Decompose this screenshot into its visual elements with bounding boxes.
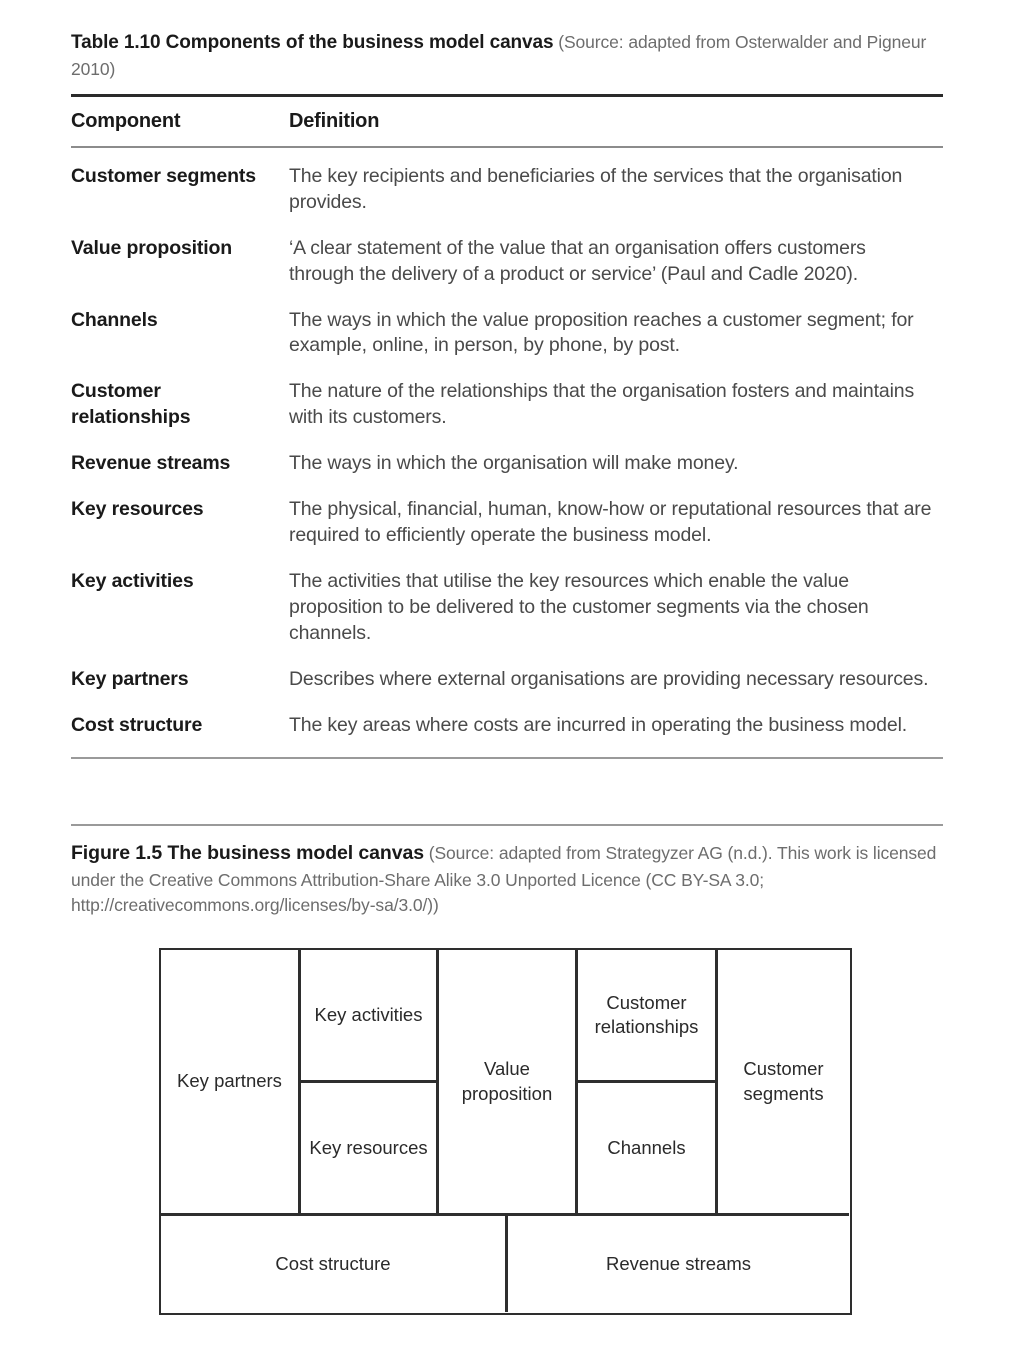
table-header [71,97,943,146]
canvas-cell-key-resources [301,1083,436,1213]
row-term: Cost structure [71,713,203,736]
canvas-label-key-partners: Key partners [177,1070,282,1092]
row-definition: ‘A clear statement of the value that an organisation offers customers through the delivery of a product or service’ (Paul and Cadle 2020). [289,236,866,285]
figure-block [71,824,943,917]
row-definition: The nature of the relationships that the organisation fosters and maintains with its customers. [289,380,915,429]
table-row [71,487,943,559]
row-definition: Describes where external organisations are providing necessary resources. [289,667,929,690]
table-header-row [71,97,943,146]
row-definition: The activities that utilise the key resources which enable the value proposition to be delivered to the customer segments via the chosen channels. [289,569,869,644]
canvas-label-value-proposition: Value proposition [461,1058,553,1104]
canvas-cell-key-activities [301,950,436,1080]
canvas-label-revenue-streams: Revenue streams [606,1252,751,1274]
canvas-outer-border [159,948,852,1315]
figure-caption [71,840,943,917]
table-row [71,703,943,757]
figure-caption-source: (Source: adapted from Strategyzer AG (n.d.). This work is licensed under the Creative Commons Attribution-Share Alike 3.0 Unported Licence (CC BY-SA 3.0; http://creativecommons.org/licenses/by-sa/3.0/)) [71,843,937,915]
row-term: Key resources [71,498,204,521]
canvas-cell-customer-segments [718,950,849,1213]
canvas-cell-value-proposition [439,950,575,1213]
figure-top-rule [71,824,943,826]
components-table-body [71,148,943,757]
canvas-cell-cost-structure [161,1216,505,1312]
column-header-component: Component [71,109,181,132]
canvas-label-key-resources: Key resources [309,1136,428,1158]
table-body [71,148,943,757]
row-definition: The physical, financial, human, know-how or reputational resources that are required to efficiently operate the business model. [289,498,932,547]
canvas-label-customer-relationships: Customer relationships [594,991,699,1037]
table-caption-title: Table 1.10 Components of the business model canvas [71,32,554,53]
canvas-cell-customer-relationships [578,950,715,1080]
column-header-definition: Definition [289,109,380,132]
row-term: Customer segments [71,164,256,187]
canvas-cell-key-partners [161,950,298,1213]
row-definition: The key areas where costs are incurred in operating the business model. [289,713,908,736]
canvas-divider-h-relationships-channels [575,1080,717,1083]
table-bottom-rule [71,757,943,759]
table-caption-source: (Source: adapted from Osterwalder and Pigneur 2010) [71,32,927,79]
table-row [71,226,943,298]
table-row [71,657,943,703]
table-row [71,559,943,657]
table-caption [71,30,943,82]
canvas-label-key-activities: Key activities [314,1003,423,1025]
canvas-divider-v-bottom [505,1216,508,1312]
row-term: Channels [71,308,158,331]
row-term: Customer relationships [71,380,191,429]
table-row [71,298,943,370]
canvas-label-customer-segments: Customer segments [743,1058,824,1104]
canvas-label-cost-structure: Cost structure [275,1252,391,1274]
row-definition: The ways in which the value proposition reaches a customer segment; for example, online, in person, by phone, by post. [289,308,914,357]
canvas-cell-channels [578,1083,715,1213]
canvas-cell-revenue-streams [508,1216,849,1312]
figure-caption-title: Figure 1.5 The business model canvas [71,842,424,864]
canvas-divider-h-activities-resources [298,1080,438,1083]
table-row [71,148,943,226]
table-row [71,369,943,441]
components-table [71,97,943,146]
row-term: Key partners [71,667,189,690]
business-model-canvas-diagram [159,948,852,1315]
canvas-label-channels: Channels [607,1136,686,1158]
row-definition: The ways in which the organisation will make money. [289,452,739,475]
row-term: Value proposition [71,236,233,259]
table-row [71,441,943,487]
row-definition: The key recipients and beneficiaries of the services that the organisation provides. [289,164,903,213]
table-block [71,30,943,759]
row-term: Key activities [71,569,194,592]
row-term: Revenue streams [71,452,231,475]
